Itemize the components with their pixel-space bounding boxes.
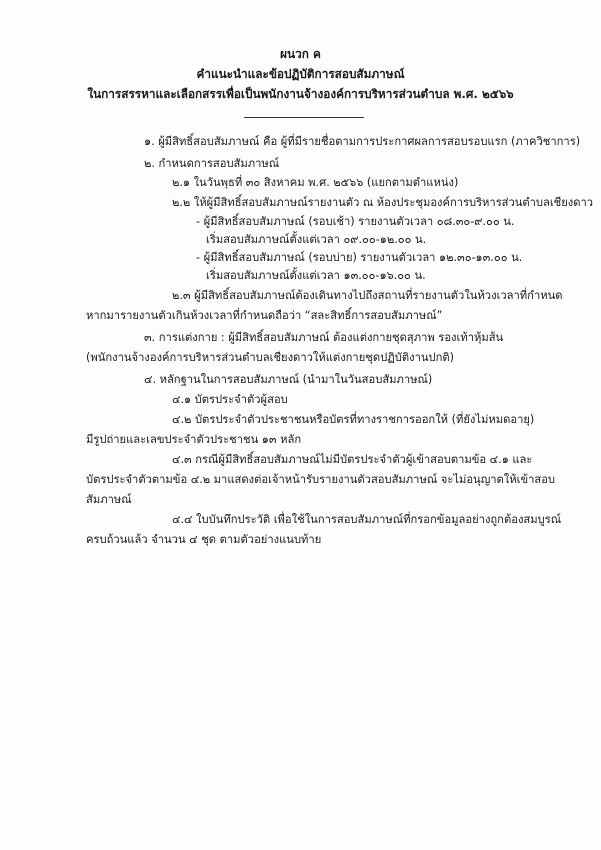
afternoon-interview-time: เริ่มสอบสัมภาษณ์ตั้งแต่เวลา ๑๓.๐๐-๑๖.๐๐ น. (206, 269, 426, 282)
item-4-2-photo-id: มีรูปถ่ายและเลขประจำตัวประชาชน ๑๓ หลัก (86, 433, 302, 446)
item-4-3-not-allowed: บัตรประจำตัวตามข้อ ๔.๒ มาแสดงต่อเจ้าหน้ารับรายงานตัวสอบสัมภาษณ์ จะไม่อนุญาตให้เข้าสอบ (86, 473, 556, 486)
item-2-3-arrival: ๒.๓ ผู้มีสิทธิ์สอบสัมภาษณ์ต้องเดินทางไปถึงสถานที่รายงานตัวในห้วงเวลาที่กำหนด (172, 289, 563, 302)
morning-report-time: - ผู้มีสิทธิ์สอบสัมภาษณ์ (รอบเช้า) รายงานตัวเวลา ๐๘.๓๐-๙.๐๐ น. (196, 215, 515, 228)
item-4-3-no-card: ๔.๓ กรณีผู้มีสิทธิ์สอบสัมภาษณ์ไม่มีบัตรประจำตัวผู้เข้าสอบตามข้อ ๔.๑ และ (172, 453, 533, 466)
item-4-4-record: ๔.๔ ใบบันทึกประวัติ เพื่อใช้ในการสอบสัมภาษณ์ที่กรอกข้อมูลอย่างถูกต้องสมบูรณ์ (172, 513, 562, 526)
item-3-staff-dress: (พนักงานจ้างองค์การบริหารส่วนตำบลเชียงดาวให้แต่งกายชุดปฏิบัติงานปกติ) (86, 351, 455, 364)
item-4-2-id-card: ๔.๒ บัตรประจำตัวประชาชนหรือบัตรที่ทางราชการออกให้ (ที่ยังไม่หมดอายุ) (172, 413, 535, 426)
morning-interview-time: เริ่มสอบสัมภาษณ์ตั้งแต่เวลา ๐๙.๐๐-๑๒.๐๐ น. (206, 233, 427, 246)
item-4-documents: ๔. หลักฐานในการสอบสัมภาษณ์ (นำมาในวันสอบสัมภาษณ์) (144, 373, 433, 386)
item-4-4-copies: ครบถ้วนแล้ว จำนวน ๔ ชุด ตามตัวอย่างแนบท้าย (86, 533, 322, 546)
annex-label: ผนวก ค (280, 47, 321, 61)
document-subtitle: ในการสรรหาและเลือกสรรเพื่อเป็นพนักงานจ้างองค์การบริหารส่วนตำบล พ.ศ. ๒๕๖๖ (87, 87, 514, 101)
document-title: คำแนะนำและข้อปฏิบัติการสอบสัมภาษณ์ (196, 67, 405, 81)
item-2-3-forfeit: หากมารายงานตัวเกินห้วงเวลาที่กำหนดถือว่า “สละสิทธิ์การสอบสัมภาษณ์” (86, 309, 443, 322)
item-2-2-venue: ๒.๒ ให้ผู้มีสิทธิ์สอบสัมภาษณ์รายงานตัว ณ ห้องประชุมองค์การบริหารส่วนตำบลเชียงดาว (172, 196, 594, 209)
item-1-eligible: ๑. ผู้มีสิทธิ์สอบสัมภาษณ์ คือ ผู้ที่มีรายชื่อตามการประกาศผลการสอบรอบแรก (ภาควิชาการ) (144, 135, 581, 148)
item-4-1-exam-card: ๔.๑ บัตรประจำตัวผู้สอบ (172, 393, 288, 406)
afternoon-report-time: - ผู้มีสิทธิ์สอบสัมภาษณ์ (รอบบ่าย) รายงานตัวเวลา ๑๒.๓๐-๑๓.๐๐ น. (196, 251, 523, 264)
item-3-dress: ๓. การแต่งกาย : ผู้มีสิทธิ์สอบสัมภาษณ์ ต้องแต่งกายชุดสุภาพ รองเท้าหุ้มส้น (144, 331, 504, 344)
title-divider (244, 117, 364, 118)
item-2-schedule: ๒. กำหนดการสอบสัมภาษณ์ (144, 157, 280, 170)
item-4-3-end: สัมภาษณ์ (86, 493, 132, 506)
item-2-1-date: ๒.๑ ในวันพุธที่ ๓๐ สิงหาคม พ.ศ. ๒๕๖๖ (แยกตามตำแหน่ง) (172, 176, 459, 189)
